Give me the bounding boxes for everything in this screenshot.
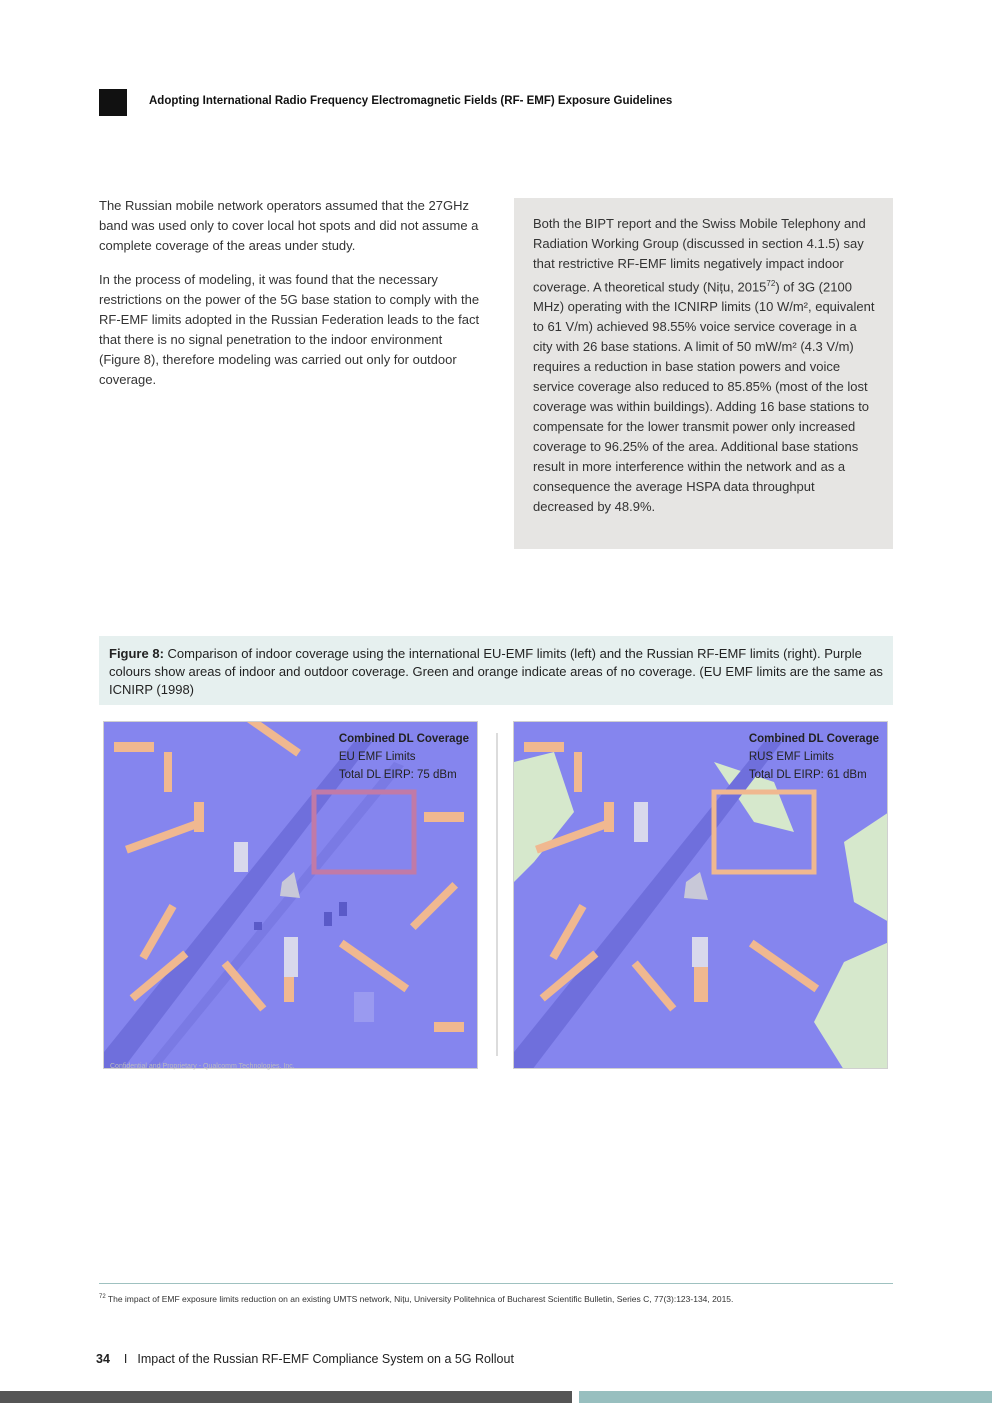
footer-section-title: Impact of the Russian RF-EMF Compliance System on a 5G Rollout bbox=[137, 1352, 514, 1366]
footer-bar-dark bbox=[0, 1391, 572, 1403]
left-column bbox=[99, 196, 484, 404]
map-legend-rus bbox=[749, 730, 879, 784]
page-number: 34 bbox=[96, 1352, 110, 1366]
sidebar-text bbox=[533, 214, 875, 517]
coverage-map-rus bbox=[513, 721, 888, 1069]
left-paragraph-1: The Russian mobile network operators assumed that the 27GHz band was used only to cover local hot spots and did not assume a complete coverage of the areas under study. bbox=[99, 198, 479, 253]
coverage-map-eu bbox=[103, 721, 478, 1069]
legend-title: Combined DL Coverage bbox=[748, 733, 879, 745]
page-footer bbox=[96, 1352, 514, 1366]
footnote bbox=[99, 1294, 733, 1304]
header-title: Adopting International Radio Frequency Electromagnetic Fields (RF- EMF) Exposure Guidelines bbox=[149, 95, 673, 107]
map-watermark: Confidential and Proprietary - Qualcomm Technologies, Inc. bbox=[110, 1063, 295, 1070]
sidebar-box bbox=[514, 198, 893, 549]
footer-bar-teal bbox=[579, 1391, 992, 1403]
footnote-text: The impact of EMF exposure limits reduction on an existing UMTS network, Nițu, University Politehnica of Bucharest Scientific Bulletin, Series C, 77(3):123-134, 2015. bbox=[105, 1294, 734, 1304]
legend-limit: RUS EMF Limits bbox=[748, 751, 834, 763]
footnote-reference[interactable]: 72 bbox=[766, 279, 776, 288]
footer-separator: I bbox=[123, 1352, 128, 1366]
sidebar-text-part-2: ) of 3G (2100 MHz) operating with the ICNIRP limits (10 W/m², equivalent to 61 V/m) achieved 98.55% voice service coverage in a city with 26 base stations. A limit of 50 mW/m² (4.3 V/m) requires a reduction in base station powers and voice service coverage also reduced to 85.85% (most of the lost coverage was within buildings). Adding 16 base stations to compensate for the lower transmit power only increased coverage to 96.25% of the area. Additional base stations result in more interference within the network and as a consequence the average HSPA data throughput decreased by 48.9%. bbox=[533, 279, 875, 515]
figure-label: Figure 8: bbox=[109, 646, 164, 661]
footnote-divider bbox=[99, 1283, 893, 1284]
figure-caption-text: Comparison of indoor coverage using the international EU-EMF limits (left) and the Russian RF-EMF limits (right). Purple colours show areas of indoor and outdoor coverage. Green and orange indicate areas of no coverage. (EU EMF limits are the same as ICNIRP (1998) bbox=[109, 646, 883, 697]
legend-eirp: Total DL EIRP: 61 dBm bbox=[748, 769, 867, 781]
left-paragraph-2: In the process of modeling, it was found that the necessary restrictions on the power of the 5G base station to comply with the RF-EMF limits adopted in the Russian Federation leads to the fact that there is no signal penetration to the indoor environment (Figure 8), therefore modeling was carried out only for outdoor coverage. bbox=[99, 272, 480, 387]
figure-caption bbox=[99, 636, 893, 705]
map-divider bbox=[496, 733, 498, 1056]
footnote-number: 72 bbox=[99, 1294, 106, 1301]
logo bbox=[99, 89, 127, 116]
sidebar-text-part-1: Both the BIPT report and the Swiss Mobile Telephony and Radiation Working Group (discussed in section 4.1.5) say that restrictive RF-EMF limits negatively impact indoor coverage. A theoretical study (Nițu, 2015 bbox=[533, 216, 866, 295]
map-legend-eu bbox=[339, 730, 469, 784]
legend-eirp: Total DL EIRP: 75 dBm bbox=[338, 769, 457, 781]
legend-limit: EU EMF Limits bbox=[338, 751, 416, 763]
legend-title: Combined DL Coverage bbox=[338, 733, 469, 745]
